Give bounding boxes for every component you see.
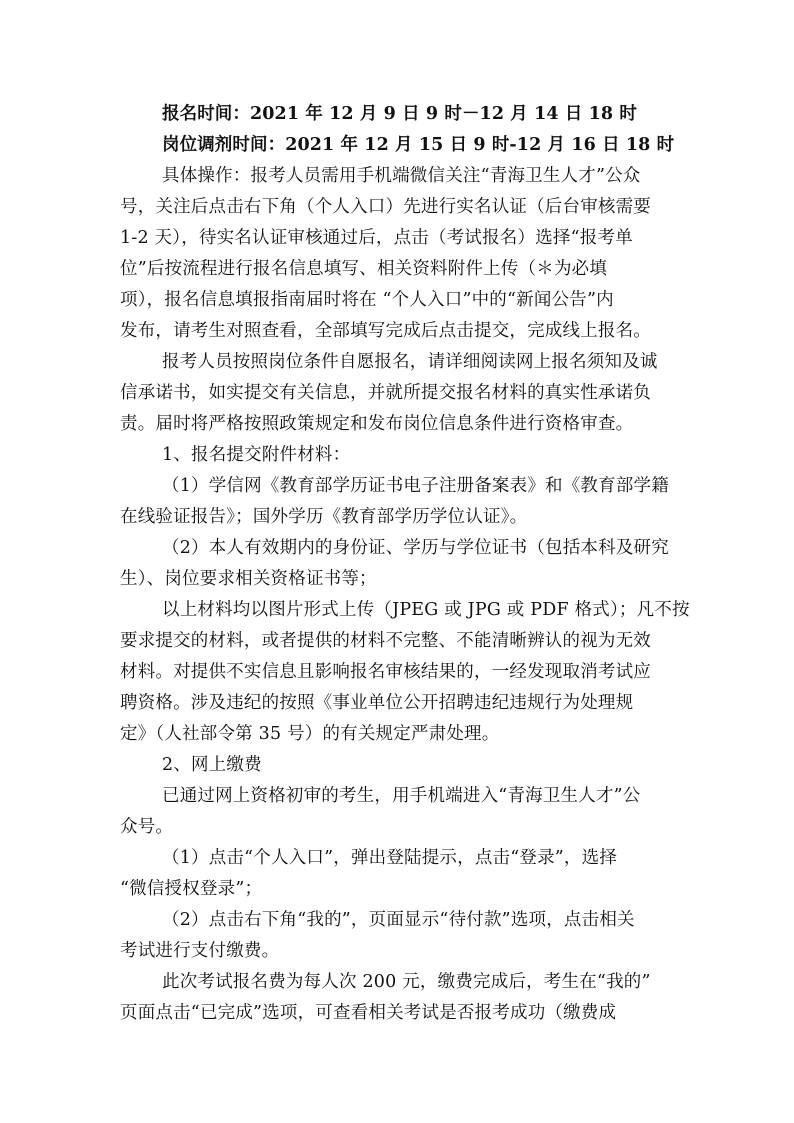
upload-rules-line-5: 定》（人社部令第 35 号）的有关规定严肃处理。 (120, 724, 500, 744)
voluntary-registration-line-2: 信承诺书，如实提交有关信息，并就所提交报名材料的真实性承诺负 (120, 383, 651, 403)
attachments-heading: 1、报名提交附件材料： (162, 445, 351, 465)
payment-step-1-line-2: “微信授权登录”； (120, 879, 263, 899)
operation-paragraph-line-1: 具体操作：报考人员需用手机端微信关注“青海卫生人才”公众 (162, 166, 641, 186)
operation-paragraph-line-5: 项），报名信息填报指南届时将在 “个人入口”中的“新闻公告”内 (120, 290, 614, 310)
post-adjustment-time-heading: 岗位调剂时间：2021 年 12 月 15 日 9 时-12 月 16 日 18 时 (162, 135, 675, 155)
upload-rules-line-1: 以上材料均以图片形式上传（JPEG 或 JPG 或 PDF 格式）；凡不按 (162, 600, 690, 620)
online-payment-heading: 2、网上缴费 (162, 755, 262, 775)
payment-intro-line-1: 已通过网上资格初审的考生，用手机端进入“青海卫生人才”公 (162, 786, 641, 806)
attachment-item-2-line-2: 生）、岗位要求相关资格证书等； (120, 569, 377, 589)
registration-time-heading: 报名时间：2021 年 12 月 9 日 9 时－12 月 14 日 18 时 (162, 104, 637, 124)
operation-paragraph-line-4: 位”后按流程进行报名信息填写、相关资料附件上传（＊为必填 (120, 259, 608, 279)
voluntary-registration-line-3: 责。届时将严格按照政策规定和发布岗位信息条件进行资格审查。 (120, 414, 634, 434)
attachment-item-1-line-2: 在线验证报告》；国外学历《教育部学历学位认证》。 (120, 507, 528, 527)
operation-paragraph-line-3: 1-2 天），待实名认证审核通过后，点击（考试报名）选择“报考单 (120, 228, 633, 248)
payment-step-2-line-2: 考试进行支付缴费。 (120, 941, 280, 961)
voluntary-registration-line-1: 报考人员按照岗位条件自愿报名，请详细阅读网上报名须知及诚 (162, 352, 658, 372)
attachment-item-2-line-1: （2）本人有效期内的身份证、学历与学位证书（包括本科及研究 (162, 538, 669, 558)
attachment-item-1-line-1: （1）学信网《教育部学历证书电子注册备案表》和《教育部学籍 (162, 476, 669, 496)
operation-paragraph-line-2: 号，关注后点击右下角（个人入口）先进行实名认证（后台审核需要 (120, 197, 651, 217)
payment-step-2-line-1: （2）点击右下角“我的”，页面显示“待付款”选项，点击相关 (162, 910, 635, 930)
operation-paragraph-line-6: 发布，请考生对照查看，全部填写完成后点击提交，完成线上报名。 (120, 321, 651, 341)
payment-intro-line-2: 众号。 (120, 817, 174, 837)
upload-rules-line-3: 材料。对提供不实信息且影响报名审核结果的，一经发现取消考试应 (120, 662, 651, 682)
fee-paragraph-line-2: 页面点击“已完成”选项，可查看相关考试是否报考成功（缴费成 (120, 1003, 617, 1023)
upload-rules-line-4: 聘资格。涉及违纪的按照《事业单位公开招聘违纪违规行为处理规 (120, 693, 634, 713)
payment-step-1-line-1: （1）点击“个人入口”，弹出登陆提示，点击“登录”，选择 (162, 848, 618, 868)
fee-paragraph-line-1: 此次考试报名费为每人次 200 元，缴费完成后，考生在“我的” (162, 972, 651, 992)
upload-rules-line-2: 要求提交的材料，或者提供的材料不完整、不能清晰辨认的视为无效 (120, 631, 651, 651)
